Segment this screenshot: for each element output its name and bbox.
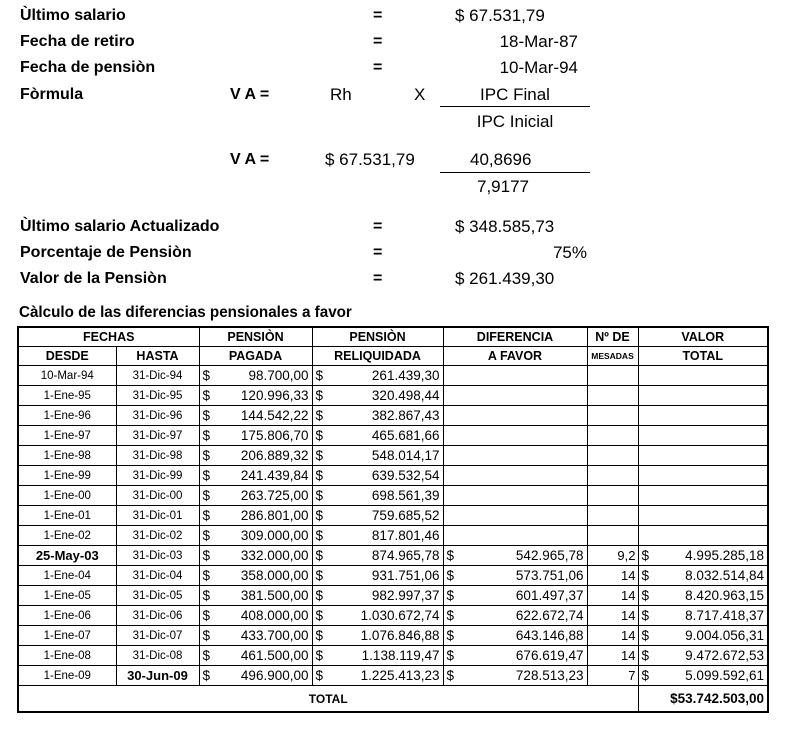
currency-sign: $ <box>315 528 324 543</box>
formula-numerator: IPC Final <box>480 85 550 104</box>
currency-sign: $ <box>641 588 650 603</box>
cell-diferencia <box>443 646 587 666</box>
cell-total <box>638 406 768 426</box>
currency-sign: $ <box>315 448 324 463</box>
cell-pagada-value: 381.500,00 <box>240 588 309 603</box>
cell-mesadas <box>587 446 638 466</box>
cell-total <box>638 646 768 666</box>
currency-sign: $ <box>315 368 324 383</box>
cell-reliquidada-value: 320.498,44 <box>371 388 440 403</box>
header-pagada: PAGADA <box>199 347 312 366</box>
header-hasta: HASTA <box>116 347 199 366</box>
cell-total-value: 4.995.285,18 <box>685 548 764 563</box>
currency-sign: $ <box>315 568 324 583</box>
currency-sign: $ <box>641 648 650 663</box>
formula-va: V A = <box>230 86 270 103</box>
cell-total <box>638 586 768 606</box>
calc-numerator: 40,8696 <box>470 150 532 169</box>
total-value: $53.742.503,00 <box>638 686 768 713</box>
cell-desde: 1-Ene-08 <box>18 646 116 666</box>
label-fecha-retiro: Fecha de retiro <box>20 33 135 50</box>
currency-sign: $ <box>315 468 324 483</box>
cell-desde: 1-Ene-01 <box>18 506 116 526</box>
cell-pagada <box>199 406 312 426</box>
currency-sign: $ <box>202 628 211 643</box>
header-num-de: Nº DE <box>587 327 638 347</box>
cell-pagada-value: 408.000,00 <box>240 608 309 623</box>
cell-total <box>638 466 768 486</box>
currency-sign: $ <box>446 628 455 643</box>
currency-sign: $ <box>315 668 324 683</box>
cell-reliquidada-value: 1.076.846,88 <box>360 628 440 643</box>
header-pension-reliquidada: PENSIÒN <box>312 327 443 347</box>
cell-hasta: 31-Dic-03 <box>116 546 199 566</box>
currency-sign: $ <box>202 568 211 583</box>
currency-sign: $ <box>315 508 324 523</box>
cell-pagada <box>199 386 312 406</box>
calc-va: V A = <box>230 151 270 168</box>
cell-diferencia <box>443 606 587 626</box>
cell-pagada <box>199 626 312 646</box>
table-row <box>18 486 768 506</box>
cell-reliquidada <box>312 546 443 566</box>
cell-mesadas: 7 <box>587 666 638 686</box>
equals: = <box>373 33 383 50</box>
cell-reliquidada-value: 874.965,78 <box>371 548 440 563</box>
cell-hasta: 31-Dic-95 <box>116 386 199 406</box>
equals: = <box>373 270 383 287</box>
cell-diferencia <box>443 626 587 646</box>
header-mesadas: MESADAS <box>587 347 638 366</box>
equals: = <box>373 244 383 261</box>
cell-reliquidada <box>312 606 443 626</box>
cell-diferencia-value: 573.751,06 <box>515 568 584 583</box>
table-row <box>18 546 768 566</box>
header-desde: DESDE <box>18 347 116 366</box>
currency-sign: $ <box>446 588 455 603</box>
currency-sign: $ <box>202 428 211 443</box>
pension-table <box>17 326 769 713</box>
cell-pagada-value: 206.889,32 <box>240 448 309 463</box>
cell-hasta: 31-Dic-99 <box>116 466 199 486</box>
cell-mesadas <box>587 366 638 386</box>
cell-total <box>638 506 768 526</box>
cell-reliquidada <box>312 386 443 406</box>
cell-mesadas <box>587 426 638 446</box>
table-row <box>18 606 768 626</box>
currency-sign: $ <box>202 408 211 423</box>
table-title: Càlculo de las diferencias pensionales a favor <box>19 304 352 321</box>
cell-mesadas: 9,2 <box>587 546 638 566</box>
cell-desde: 1-Ene-99 <box>18 466 116 486</box>
currency-sign: $ <box>641 628 650 643</box>
cell-desde: 10-Mar-94 <box>18 366 116 386</box>
cell-total-value: 5.099.592,61 <box>685 668 764 683</box>
currency-sign: $ <box>315 428 324 443</box>
currency-sign: $ <box>202 668 211 683</box>
currency-sign: $ <box>202 588 211 603</box>
cell-reliquidada-value: 465.681,66 <box>371 428 440 443</box>
value-valor-pension: $ 261.439,30 <box>455 269 555 288</box>
cell-pagada-value: 286.801,00 <box>240 508 309 523</box>
cell-pagada <box>199 486 312 506</box>
equals: = <box>373 218 383 235</box>
cell-reliquidada <box>312 446 443 466</box>
cell-total <box>638 426 768 446</box>
cell-total <box>638 606 768 626</box>
cell-pagada-value: 433.700,00 <box>240 628 309 643</box>
cell-mesadas <box>587 466 638 486</box>
currency-sign: $ <box>641 668 650 683</box>
cell-total <box>638 526 768 546</box>
cell-pagada <box>199 606 312 626</box>
header-row <box>18 327 768 347</box>
cell-diferencia-value: 643.146,88 <box>515 628 584 643</box>
currency-sign: $ <box>641 608 650 623</box>
currency-sign: $ <box>641 568 650 583</box>
cell-reliquidada <box>312 526 443 546</box>
cell-hasta: 30-Jun-09 <box>116 666 199 686</box>
cell-hasta: 31-Dic-96 <box>116 406 199 426</box>
cell-pagada-value: 496.900,00 <box>240 668 309 683</box>
table-row <box>18 426 768 446</box>
cell-pagada-value: 175.806,70 <box>240 428 309 443</box>
value-fecha-retiro: 18-Mar-87 <box>499 32 578 51</box>
cell-hasta: 31-Dic-08 <box>116 646 199 666</box>
cell-pagada <box>199 506 312 526</box>
cell-total-value: 8.032.514,84 <box>685 568 764 583</box>
cell-pagada-value: 98.700,00 <box>248 368 309 383</box>
cell-reliquidada-value: 982.997,37 <box>371 588 440 603</box>
currency-sign: $ <box>315 408 324 423</box>
cell-mesadas <box>587 526 638 546</box>
cell-pagada-value: 263.725,00 <box>240 488 309 503</box>
cell-reliquidada-value: 931.751,06 <box>371 568 440 583</box>
cell-reliquidada <box>312 426 443 446</box>
header-pension-pagada: PENSIÒN <box>199 327 312 347</box>
cell-diferencia-value: 676.619,47 <box>515 648 584 663</box>
currency-sign: $ <box>446 668 455 683</box>
cell-diferencia <box>443 586 587 606</box>
label-porcentaje: Porcentaje de Pensiòn <box>20 244 192 261</box>
header-fechas: FECHAS <box>18 327 199 347</box>
cell-reliquidada-value: 817.801,46 <box>371 528 440 543</box>
cell-desde: 1-Ene-00 <box>18 486 116 506</box>
cell-pagada <box>199 586 312 606</box>
currency-sign: $ <box>446 608 455 623</box>
currency-sign: $ <box>315 628 324 643</box>
cell-reliquidada-value: 1.030.672,74 <box>360 608 440 623</box>
cell-diferencia <box>443 506 587 526</box>
cell-reliquidada-value: 698.561,39 <box>371 488 440 503</box>
cell-pagada <box>199 366 312 386</box>
cell-pagada-value: 144.542,22 <box>240 408 309 423</box>
cell-hasta: 31-Dic-98 <box>116 446 199 466</box>
table-row <box>18 506 768 526</box>
currency-sign: $ <box>315 488 324 503</box>
cell-diferencia-value: 728.513,23 <box>515 668 584 683</box>
table-row <box>18 386 768 406</box>
cell-desde: 1-Ene-96 <box>18 406 116 426</box>
currency-sign: $ <box>315 608 324 623</box>
currency-sign: $ <box>202 488 211 503</box>
currency-sign: $ <box>315 388 324 403</box>
cell-total-value: 8.420.963,15 <box>685 588 764 603</box>
equals: = <box>373 59 383 76</box>
cell-reliquidada <box>312 586 443 606</box>
cell-desde: 1-Ene-02 <box>18 526 116 546</box>
currency-sign: $ <box>315 548 324 563</box>
cell-hasta: 31-Dic-07 <box>116 626 199 646</box>
currency-sign: $ <box>202 528 211 543</box>
value-fecha-pension: 10-Mar-94 <box>499 58 578 77</box>
currency-sign: $ <box>202 548 211 563</box>
table-row <box>18 666 768 686</box>
table-row <box>18 366 768 386</box>
formula-x: X <box>414 85 426 104</box>
cell-reliquidada-value: 261.439,30 <box>371 368 440 383</box>
cell-reliquidada-value: 1.138.119,47 <box>361 648 440 663</box>
formula-denominator: IPC Inicial <box>476 112 554 131</box>
cell-total-value: 8.717.418,37 <box>685 608 764 623</box>
cell-pagada-value: 332.000,00 <box>240 548 309 563</box>
cell-total <box>638 626 768 646</box>
cell-reliquidada <box>312 366 443 386</box>
fraction-line <box>440 172 590 173</box>
header-total: TOTAL <box>638 347 768 366</box>
header-row <box>18 347 768 366</box>
table-row <box>18 626 768 646</box>
cell-desde: 1-Ene-05 <box>18 586 116 606</box>
cell-total-value: 9.004.056,31 <box>685 628 764 643</box>
cell-diferencia <box>443 526 587 546</box>
currency-sign: $ <box>315 648 324 663</box>
cell-reliquidada <box>312 406 443 426</box>
cell-diferencia-value: 601.497,37 <box>515 588 584 603</box>
cell-reliquidada <box>312 566 443 586</box>
value-ultimo-salario: $ 67.531,79 <box>455 6 545 25</box>
cell-reliquidada <box>312 646 443 666</box>
currency-sign: $ <box>202 448 211 463</box>
label-valor-pension: Valor de la Pensiòn <box>20 270 167 287</box>
equals: = <box>373 7 383 24</box>
currency-sign: $ <box>202 608 211 623</box>
cell-hasta: 31-Dic-02 <box>116 526 199 546</box>
cell-mesadas <box>587 386 638 406</box>
cell-total <box>638 446 768 466</box>
table-row <box>18 446 768 466</box>
cell-pagada <box>199 426 312 446</box>
cell-pagada <box>199 526 312 546</box>
cell-reliquidada-value: 1.225.413,23 <box>360 668 440 683</box>
cell-pagada-value: 358.000,00 <box>240 568 309 583</box>
cell-reliquidada <box>312 466 443 486</box>
cell-hasta: 31-Dic-94 <box>116 366 199 386</box>
cell-total-value: 9.472.672,53 <box>685 648 764 663</box>
calc-salary: $ 67.531,79 <box>325 150 415 169</box>
label-formula: Fòrmula <box>20 86 84 103</box>
cell-mesadas <box>587 486 638 506</box>
cell-pagada <box>199 546 312 566</box>
cell-diferencia-value: 622.672,74 <box>515 608 584 623</box>
cell-total <box>638 366 768 386</box>
cell-pagada <box>199 446 312 466</box>
cell-total <box>638 486 768 506</box>
cell-mesadas: 14 <box>587 626 638 646</box>
cell-mesadas: 14 <box>587 586 638 606</box>
cell-hasta: 31-Dic-04 <box>116 566 199 586</box>
cell-hasta: 31-Dic-97 <box>116 426 199 446</box>
cell-reliquidada-value: 759.685,52 <box>371 508 440 523</box>
value-porcentaje: 75% <box>552 243 587 262</box>
cell-pagada <box>199 566 312 586</box>
cell-diferencia <box>443 546 587 566</box>
header-a-favor: A FAVOR <box>443 347 587 366</box>
currency-sign: $ <box>202 508 211 523</box>
cell-desde: 1-Ene-95 <box>18 386 116 406</box>
cell-mesadas: 14 <box>587 566 638 586</box>
cell-pagada <box>199 646 312 666</box>
currency-sign: $ <box>446 568 455 583</box>
cell-pagada <box>199 666 312 686</box>
cell-diferencia <box>443 666 587 686</box>
cell-reliquidada <box>312 486 443 506</box>
cell-diferencia <box>443 366 587 386</box>
cell-reliquidada <box>312 626 443 646</box>
table-row <box>18 406 768 426</box>
cell-diferencia <box>443 386 587 406</box>
cell-reliquidada-value: 382.867,43 <box>371 408 440 423</box>
cell-diferencia-value: 542.965,78 <box>515 548 584 563</box>
table-row <box>18 566 768 586</box>
total-row <box>18 686 768 713</box>
calc-denominator: 7,9177 <box>477 177 529 196</box>
cell-diferencia <box>443 486 587 506</box>
cell-desde: 1-Ene-98 <box>18 446 116 466</box>
cell-reliquidada-value: 548.014,17 <box>371 448 440 463</box>
cell-total <box>638 546 768 566</box>
cell-diferencia <box>443 446 587 466</box>
cell-mesadas: 14 <box>587 646 638 666</box>
cell-total <box>638 566 768 586</box>
header-reliquidada: RELIQUIDADA <box>312 347 443 366</box>
currency-sign: $ <box>202 648 211 663</box>
cell-desde: 1-Ene-04 <box>18 566 116 586</box>
table-row <box>18 526 768 546</box>
label-fecha-pension: Fecha de pensiòn <box>20 59 156 76</box>
cell-pagada <box>199 466 312 486</box>
table-row <box>18 466 768 486</box>
cell-pagada-value: 461.500,00 <box>240 648 309 663</box>
currency-sign: $ <box>202 368 211 383</box>
cell-reliquidada <box>312 506 443 526</box>
cell-pagada-value: 309.000,00 <box>240 528 309 543</box>
currency-sign: $ <box>315 588 324 603</box>
cell-mesadas <box>587 506 638 526</box>
cell-mesadas: 14 <box>587 606 638 626</box>
cell-mesadas <box>587 406 638 426</box>
cell-desde: 1-Ene-07 <box>18 626 116 646</box>
cell-hasta: 31-Dic-06 <box>116 606 199 626</box>
total-label: TOTAL <box>18 686 638 713</box>
currency-sign: $ <box>446 648 455 663</box>
cell-hasta: 31-Dic-05 <box>116 586 199 606</box>
cell-pagada-value: 241.439,84 <box>240 468 309 483</box>
cell-diferencia <box>443 566 587 586</box>
currency-sign: $ <box>202 468 211 483</box>
header-valor: VALOR <box>638 327 768 347</box>
cell-diferencia <box>443 406 587 426</box>
cell-hasta: 31-Dic-00 <box>116 486 199 506</box>
cell-reliquidada <box>312 666 443 686</box>
cell-desde: 1-Ene-97 <box>18 426 116 446</box>
value-salario-actualizado: $ 348.585,73 <box>455 217 555 236</box>
label-ultimo-salario: Ùltimo salario <box>20 7 126 24</box>
cell-diferencia <box>443 426 587 446</box>
currency-sign: $ <box>202 388 211 403</box>
cell-total <box>638 386 768 406</box>
currency-sign: $ <box>446 548 455 563</box>
cell-total <box>638 666 768 686</box>
cell-desde: 1-Ene-06 <box>18 606 116 626</box>
header-diferencia: DIFERENCIA <box>443 327 587 347</box>
table-row <box>18 646 768 666</box>
cell-desde: 25-May-03 <box>18 546 116 566</box>
cell-reliquidada-value: 639.532,54 <box>371 468 440 483</box>
cell-pagada-value: 120.996,33 <box>240 388 309 403</box>
formula-rh: Rh <box>330 85 352 104</box>
cell-diferencia <box>443 466 587 486</box>
table-row <box>18 586 768 606</box>
cell-desde: 1-Ene-09 <box>18 666 116 686</box>
label-salario-actualizado: Ùltimo salario Actualizado <box>20 218 220 235</box>
currency-sign: $ <box>641 548 650 563</box>
cell-hasta: 31-Dic-01 <box>116 506 199 526</box>
fraction-line <box>440 106 590 107</box>
